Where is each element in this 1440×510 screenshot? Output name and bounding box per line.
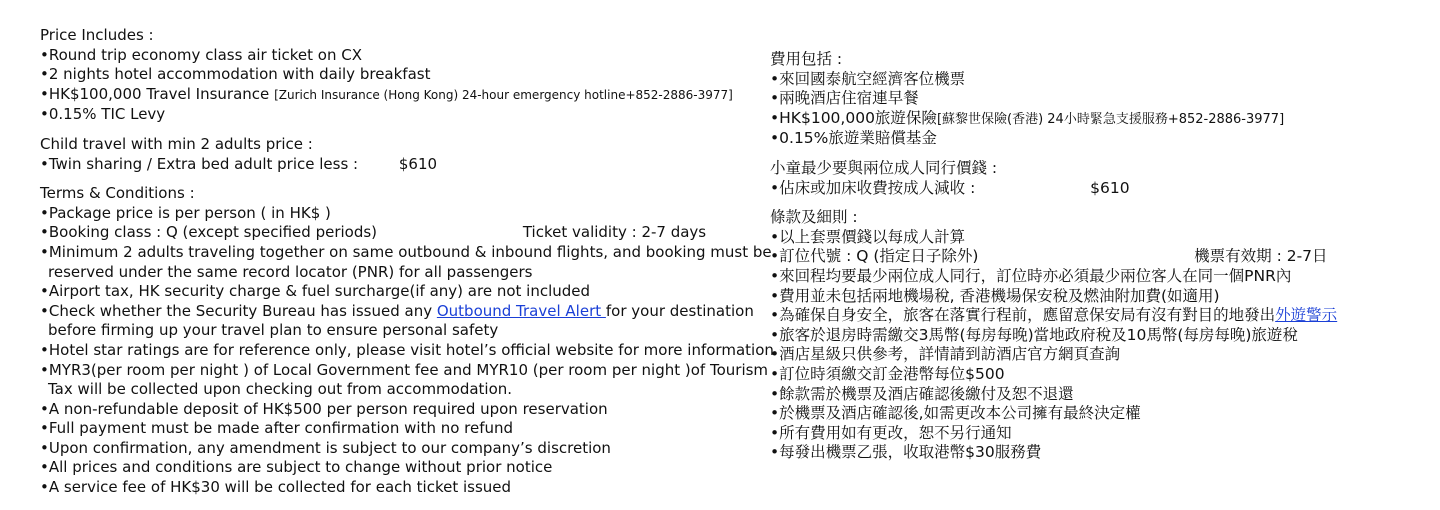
terms-item: • Airport tax, HK security charge & fuel surcharge(if any) are not included bbox=[40, 282, 752, 302]
terms-item-zh: • 餘款需於機票及酒店確認後繳付及恕不退還 bbox=[770, 385, 1430, 405]
price-includes-heading-zh: 費用包括 : bbox=[770, 50, 843, 68]
outbound-travel-alert-link[interactable]: Outbound Travel Alert bbox=[436, 301, 606, 320]
price-include-item-zh bbox=[770, 109, 1430, 130]
terms-item-zh: • 旅客於退房時需繳交3馬幣(每房每晚)當地政府稅及10馬幣(每房每晚)旅遊稅 bbox=[770, 326, 1430, 346]
terms-item-zh bbox=[770, 247, 1430, 267]
price-include-item bbox=[40, 85, 752, 106]
security-text-zh: 為確保自身安全，旅客在落實行程前，應留意保安局有沒有對目的地發出 bbox=[779, 306, 1276, 325]
terms-item-zh: • 於機票及酒店確認後,如需更改本公司擁有最終決定權 bbox=[770, 404, 1430, 424]
english-terms-column bbox=[40, 26, 774, 498]
terms-item-zh: • 所有費用如有更改，恕不另行通知 bbox=[770, 424, 1430, 444]
terms-item: • Package price is per person ( in HK$ ) bbox=[40, 204, 752, 224]
terms-item-zh: • 每發出機票乙張，收取港幣$30服務費 bbox=[770, 443, 1430, 463]
terms-item-continued: Tax will be collected upon checking out from accommodation. bbox=[48, 380, 513, 399]
twin-sharing-line-zh bbox=[770, 179, 1430, 199]
terms-item bbox=[40, 223, 752, 243]
insurance-note-zh: [蘇黎世保險(香港) 24小時緊急支援服務+852-2886-3977] bbox=[936, 111, 1285, 127]
twin-sharing-price: $610 bbox=[398, 154, 438, 173]
child-price-heading-zh: 小童最少要與兩位成人同行價錢 : bbox=[770, 158, 998, 177]
price-include-item: • Round trip economy class air ticket on CX bbox=[40, 46, 752, 66]
security-text-end: for your destination bbox=[605, 301, 754, 320]
terms-item-zh bbox=[770, 306, 1430, 326]
price-includes-heading: Price Includes : bbox=[40, 26, 154, 44]
terms-item: • Upon confirmation, any amendment is subject to our company’s discretion bbox=[40, 439, 752, 459]
terms-item-zh: • 酒店星級只供參考，詳情請到訪酒店官方網頁查詢 bbox=[770, 345, 1430, 365]
insurance-label: HK$100,000 Travel Insurance bbox=[48, 84, 270, 103]
booking-class: Booking class : Q (except specified periods) bbox=[48, 223, 378, 242]
twin-sharing-label: Twin sharing / Extra bed adult price less : bbox=[48, 154, 359, 173]
terms-item: • All prices and conditions are subject to change without prior notice bbox=[40, 458, 752, 478]
terms-item: • Hotel star ratings are for reference only, please visit hotel’s official website for more information bbox=[40, 341, 752, 361]
terms-item: • MYR3(per room per night ) of Local Government fee and MYR10 (per room per night )of Tourism bbox=[40, 361, 752, 381]
price-include-item-zh: • 來回國泰航空經濟客位機票 bbox=[770, 70, 1430, 90]
outbound-travel-alert-link-zh[interactable]: 外遊警示 bbox=[1275, 306, 1338, 325]
terms-item-zh: • 費用並未包括兩地機場稅, 香港機場保安稅及燃油附加費(如適用) bbox=[770, 287, 1430, 307]
ticket-validity: Ticket validity : 2-7 days bbox=[522, 223, 707, 242]
child-price-heading: Child travel with min 2 adults price : bbox=[40, 134, 313, 153]
terms-item-zh: • 訂位時須繳交訂金港幣每位$500 bbox=[770, 365, 1430, 385]
twin-sharing-label-zh: 佔床或加床收費按成人減收 : bbox=[779, 178, 976, 197]
terms-item: • Minimum 2 adults traveling together on same outbound & inbound flights, and booking must be bbox=[40, 243, 752, 263]
price-include-item: • 0.15% TIC Levy bbox=[40, 105, 752, 125]
terms-heading-zh: 條款及細則 : bbox=[770, 208, 858, 227]
ticket-validity-zh: 機票有效期 : 2-7日 bbox=[1194, 247, 1328, 266]
price-include-item-zh: • 0.15%旅遊業賠償基金 bbox=[770, 129, 1430, 149]
booking-class-zh: 訂位代號 : Q (指定日子除外) bbox=[779, 247, 979, 266]
insurance-label-zh: HK$100,000旅遊保險 bbox=[779, 108, 937, 127]
twin-sharing-price-zh: $610 bbox=[1090, 178, 1130, 197]
price-include-item: • 2 nights hotel accommodation with daily breakfast bbox=[40, 65, 752, 85]
price-include-item-zh: • 兩晚酒店住宿連早餐 bbox=[770, 89, 1430, 109]
chinese-terms-column bbox=[770, 50, 1430, 463]
terms-item: • Full payment must be made after confirmation with no refund bbox=[40, 419, 752, 439]
twin-sharing-line bbox=[40, 155, 752, 175]
terms-item-continued: before firming up your travel plan to ensure personal safety bbox=[48, 321, 499, 340]
insurance-note: [Zurich Insurance (Hong Kong) 24-hour emergency hotline+852-2886-3977] bbox=[274, 87, 733, 102]
terms-item-zh: • 以上套票價錢以每成人計算 bbox=[770, 228, 1430, 248]
terms-item: • A non-refundable deposit of HK$500 per person required upon reservation bbox=[40, 400, 752, 420]
terms-item: • A service fee of HK$30 will be collected for each ticket issued bbox=[40, 478, 752, 498]
terms-heading: Terms & Conditions : bbox=[40, 184, 195, 203]
terms-item bbox=[40, 302, 752, 322]
terms-item-zh: • 來回程均要最少兩位成人同行，訂位時亦必須最少兩位客人在同一個PNR內 bbox=[770, 267, 1430, 287]
terms-item-continued: reserved under the same record locator (PNR) for all passengers bbox=[48, 262, 533, 281]
security-text: Check whether the Security Bureau has issued any bbox=[48, 301, 437, 320]
